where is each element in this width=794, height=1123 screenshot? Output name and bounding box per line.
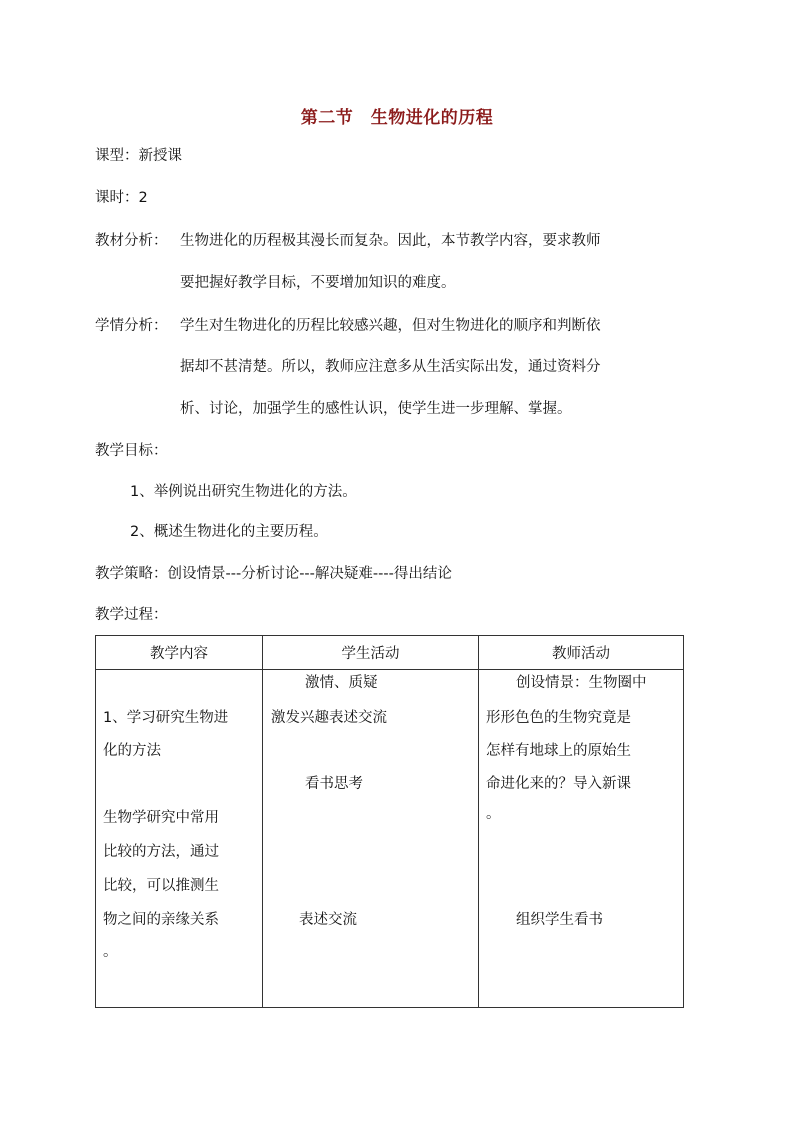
header-content: 教学内容 — [96, 636, 263, 670]
teaching-strategy: 教学策略：创设情景---分析讨论---解决疑难----得出结论 — [95, 566, 452, 582]
lesson-periods: 课时：2 — [95, 190, 148, 206]
teacher-activity-line: 组织学生看书 — [516, 912, 603, 928]
student-activity-line: 激情、质疑 — [305, 675, 378, 691]
student-activity-line: 表述交流 — [299, 912, 357, 928]
material-analysis-line: 要把握好教学目标，不要增加知识的难度。 — [180, 275, 456, 291]
table-header-row — [96, 636, 684, 670]
objective-item: 2、概述生物进化的主要历程。 — [130, 524, 328, 540]
student-analysis-line: 学生对生物进化的历程比较感兴趣，但对生物进化的顺序和判断依 — [180, 318, 601, 334]
teacher-activity-cell — [479, 670, 684, 1008]
teacher-activity-line: 怎样有地球上的原始生 — [486, 743, 631, 759]
teacher-activity-line: 创设情景：生物圈中 — [516, 675, 647, 691]
lesson-type: 课型：新授课 — [95, 148, 182, 164]
content-line: 比较的方法，通过 — [103, 844, 219, 860]
content-cell — [96, 670, 263, 1008]
student-analysis-label: 学情分析： — [95, 318, 168, 334]
teacher-activity-line: 命进化来的？导入新课 — [486, 776, 631, 792]
student-analysis-line: 据却不甚清楚。所以，教师应注意多从生活实际出发，通过资料分 — [180, 359, 601, 375]
header-teacher-activity: 教师活动 — [479, 636, 684, 670]
content-line: 1、学习研究生物进 — [103, 710, 229, 726]
content-line: 化的方法 — [103, 743, 161, 759]
material-analysis-label: 教材分析： — [95, 233, 168, 249]
table-row — [96, 670, 684, 1008]
lesson-process-table — [95, 635, 684, 1008]
content-line: 生物学研究中常用 — [103, 810, 219, 826]
content-line: 物之间的亲缘关系 — [103, 912, 219, 928]
objective-item: 1、举例说出研究生物进化的方法。 — [130, 484, 357, 500]
process-label: 教学过程： — [95, 607, 168, 623]
header-student-activity: 学生活动 — [263, 636, 479, 670]
student-analysis-line: 析、讨论，加强学生的感性认识，使学生进一步理解、掌握。 — [180, 401, 572, 417]
page-title: 第二节 生物进化的历程 — [300, 108, 494, 128]
teacher-activity-line: 形形色色的生物究竟是 — [486, 710, 631, 726]
teacher-activity-line: 。 — [486, 806, 501, 822]
student-activity-line: 激发兴趣表述交流 — [271, 710, 387, 726]
material-analysis-line: 生物进化的历程极其漫长而复杂。因此，本节教学内容，要求教师 — [180, 233, 601, 249]
objectives-label: 教学目标： — [95, 443, 168, 459]
content-line: 。 — [103, 944, 118, 960]
content-line: 比较，可以推测生 — [103, 878, 219, 894]
student-activity-line: 看书思考 — [305, 776, 363, 792]
student-activity-cell — [263, 670, 479, 1008]
